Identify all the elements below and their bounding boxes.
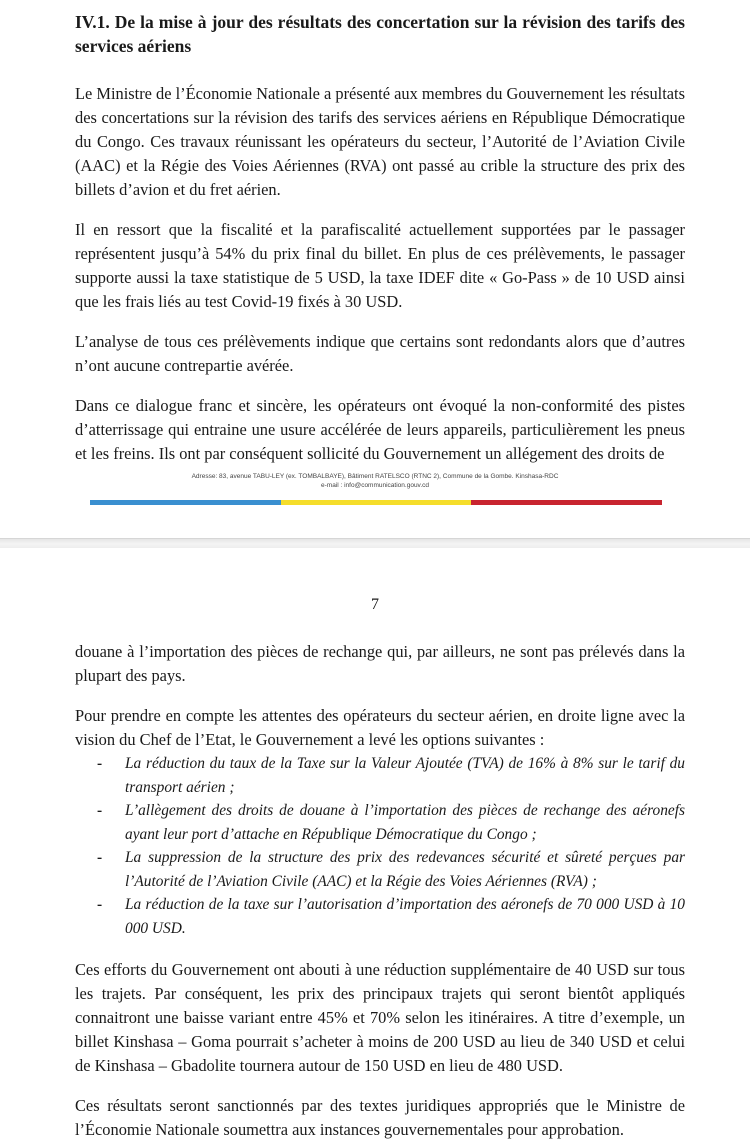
option-tva: La réduction du taux de la Taxe sur la Valeur Ajoutée (TVA) de 16% à 8% sur le tarif du transport aérien ;	[125, 755, 685, 796]
list-item	[75, 752, 685, 799]
page-7-content	[75, 640, 685, 1142]
page-number: 7	[371, 596, 379, 613]
bullet-dash: -	[97, 849, 103, 866]
paragraph-fiscalite: Il en ressort que la fiscalité et la parafiscalité actuellement supportées par le passager représentent jusqu’à 54% du prix final du billet. En plus de ces prélèvements, le passager supporte aussi la taxe statistique de 5 USD, la taxe IDEF dite « Go-Pass » de 10 USD ainsi que les frais liés au test Covid-19 fixés à 30 USD.	[75, 220, 685, 311]
page-6	[0, 0, 750, 540]
paragraph-resultats: Ces résultats seront sanctionnés par des textes juridiques appropriés que le Ministre de l’Économie Nationale soumettra aux instances gouvernementales pour approbation.	[75, 1096, 685, 1139]
list-item	[75, 893, 685, 940]
options-list	[75, 752, 685, 940]
list-item	[75, 799, 685, 846]
list-item	[75, 846, 685, 893]
paragraph-efforts: Ces efforts du Gouvernement ont abouti à une réduction supplémentaire de 40 USD sur tous les trajets. Par conséquent, les prix des principaux trajets qui seront bientôt appliqués connaitront une baisse variant entre 45% et 70% selon les itinéraires. A titre d’exemple, un billet Kinshasa – Goma pourrait s’acheter à moins de 200 USD au lieu de 340 USD et celui de Kinshasa – Gbadolite tournera autour de 150 USD en lieu de 480 USD.	[75, 960, 685, 1075]
page-6-content	[75, 10, 685, 466]
bullet-dash: -	[97, 802, 103, 819]
bar-segment-blue	[90, 500, 281, 505]
paragraph-analyse: L’analyse de tous ces prélèvements indique que certains sont redondants alors que d’autres n’ont aucune contrepartie avérée.	[75, 332, 685, 375]
option-redevances: La suppression de la structure des prix des redevances sécurité et sûreté perçues par l’Autorité de l’Aviation Civile (AAC) et la Régie des Voies Aériennes (RVA) ;	[125, 849, 685, 890]
bullet-dash: -	[97, 896, 103, 913]
bar-segment-yellow	[281, 500, 472, 505]
option-douane: L’allègement des droits de douane à l’importation des pièces de rechange des aéronefs ayant leur port d’attache en République Démocratique du Congo ;	[125, 802, 685, 843]
option-autorisation: La réduction de la taxe sur l’autorisation d’importation des aéronefs de 70 000 USD à 10 000 USD.	[125, 896, 685, 937]
bullet-dash: -	[97, 755, 103, 772]
bar-segment-red	[471, 500, 662, 505]
paragraph-continuation: douane à l’importation des pièces de rechange qui, par ailleurs, ne sont pas prélevés dans la plupart des pays.	[75, 642, 685, 685]
paragraph-concertations: Le Ministre de l’Économie Nationale a présenté aux membres du Gouvernement les résultats des concertations sur la révision des tarifs des services aériens en République Démocratique du Congo. Ces travaux réunissant les opérateurs du secteur, l’Autorité de l’Aviation Civile (AAC) et la Régie des Voies Aériennes (RVA) ont passé au crible la structure des prix des billets d’avion et du fret aérien.	[75, 84, 685, 199]
paragraph-dialogue: Dans ce dialogue franc et sincère, les opérateurs ont évoqué la non-conformité des pistes d’atterrissage qui entraine une usure accélérée de leurs appareils, particulièrement les pneus et les freins. Ils ont par conséquent sollicité du Gouvernement un allégement des droits de	[75, 396, 685, 463]
footer-email: e-mail : info@communication.gouv.cd	[321, 482, 429, 489]
section-heading: IV.1. De la mise à jour des résultats des concertation sur la révision des tarifs des services aériens	[75, 12, 685, 56]
footer-address: Adresse: 83, avenue TABU-LEY (ex. TOMBALBAYE), Bâtiment RATELSCO (RTNC 2), Commune de la Gombe. Kinshasa-RDC	[191, 473, 559, 480]
flag-color-bar	[90, 500, 662, 505]
paragraph-options-intro: Pour prendre en compte les attentes des opérateurs du secteur aérien, en droite ligne avec la vision du Chef de l’Etat, le Gouvernement a levé les options suivantes :	[75, 706, 685, 749]
footer-address-block	[120, 472, 630, 490]
